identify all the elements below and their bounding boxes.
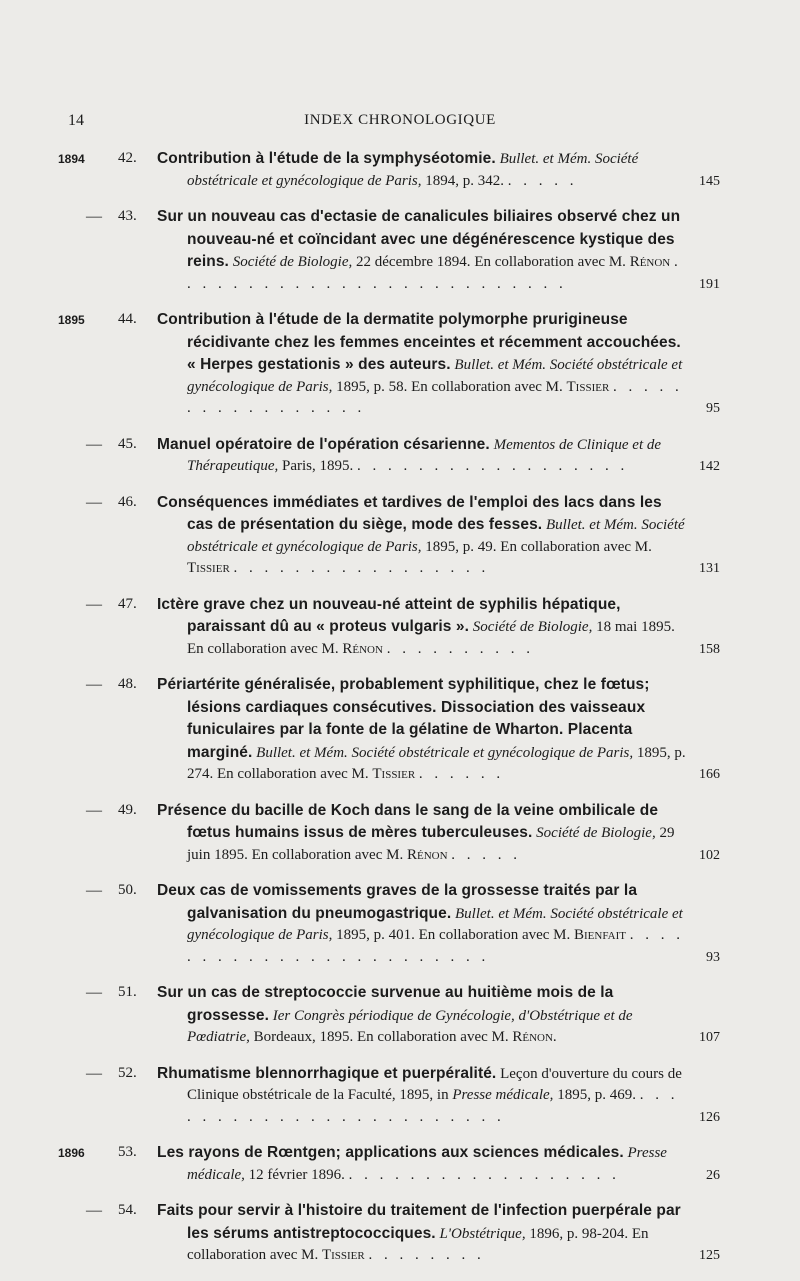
bibliography-entry [70,880,720,968]
dot-leader: . . . . . . . . . . . . . . . . . . . . . . . . . . [187,254,682,292]
entry-details-secondary: 1895, p. 469. [557,1087,636,1103]
entry-title: Périartérite généralisée, probablement syphilitique, chez le fœtus; lésions cardiaques consécutives. Dissociation des vaisseaux funiculaires par la fonte de la gélatine de Wharton. Placenta marginé. [157,676,650,761]
entry-source: L'Obstétrique, [439,1225,526,1242]
dot-leader: . . . . . . . . . . . . . . . . . . [357,458,629,474]
entry-page-ref: 191 [699,276,720,292]
entry-body [157,880,692,968]
entry-source: Société de Biologie, [536,825,656,841]
entry-source: Ier Congrès périodique de Gynécologie, d'Obstétrique et de Pœdiatrie, [187,1007,633,1045]
entry-number: 51. [118,984,137,1000]
entry-details: 1896, p. 98-204. [529,1225,629,1242]
bibliography-entry [70,594,720,661]
page-number: 14 [68,112,84,129]
entry-dash: — [86,208,102,225]
entry-collaboration: En collaboration avec M. [418,927,571,943]
entry-page-ref: 142 [699,459,720,474]
entry-year: 1894 [58,152,85,166]
entry-details: 12 février 1896. [248,1166,345,1183]
entry-collaborator: Tissier [566,378,610,395]
entry-number: 54. [118,1202,137,1218]
entry-title: Présence du bacille de Koch dans le sang de la veine ombilicale de fœtus humains issus de mères tuberculeuses. [157,801,659,841]
entry-title: Sur un nouveau cas d'ectasie de canalicules biliaires observé chez un nouveau-né et coïncidant avec une dégénérescence kystique des reins. [157,208,681,270]
entry-details: 22 décembre 1894. [356,254,471,270]
entry-body [157,1063,692,1129]
dot-leader: . . . . . . . . . . . . . . . . . . . . . . . . [187,1087,679,1125]
entry-body [157,674,692,786]
running-title: INDEX CHRONOLOGIQUE [304,112,496,128]
entry-body [157,800,692,867]
bibliography-entry [70,800,720,867]
entry-title: Contribution à l'étude de la dermatite polymorphe prurigineuse récidivante chez les femmes enceintes et récemment accouchées. « Herpes gestationis » des auteurs. [157,311,681,373]
entry-dash: — [86,984,102,1001]
entry-title: Rhumatisme blennorrhagique et puerpéralité. [157,1064,497,1082]
dot-leader: . . . . . . . . [368,1247,485,1263]
entry-dash: — [86,493,102,511]
entry-title: Faits pour servir à l'histoire du traitement de l'infection puerpérale par les sérums antistreptococciques. [157,1202,681,1242]
entry-number: 52. [118,1064,137,1081]
dot-leader: . . . . . . . . . . . . . . . . . [233,560,490,576]
entry-page-ref: 95 [706,401,720,416]
entry-collaboration: En collaboration avec M. [187,1225,649,1263]
entry-dash: — [86,676,102,693]
entry-page-ref: 93 [706,949,720,965]
entry-collaborator: Rénon [629,254,671,270]
entry-body [157,309,692,420]
entry-body [157,434,692,478]
entry-details: 29 juin 1895. [187,825,675,863]
entry-source: Bullet. et Mém. Société obstétricale et gynécologique de Paris, [187,905,683,943]
entry-source: Presse médicale, [187,1145,667,1183]
entry-body [157,148,692,192]
entry-dash: — [86,882,102,899]
entry-number: 53. [118,1144,137,1160]
entry-year: 1895 [58,313,85,327]
dot-leader: . . . . . . . . . . . . . . . . . . [348,1166,620,1183]
entry-title: Deux cas de vomissements graves de la grossesse traités par la galvanisation du pneumogastrique. [157,882,638,922]
entry-page-ref: 131 [699,561,720,576]
entry-body [157,1142,692,1186]
bibliography-entry [58,1142,720,1186]
entry-body [157,1200,692,1267]
entry-body [157,492,692,580]
entry-dash: — [86,1202,102,1219]
entry-source: Bullet. et Mém. Société obstétricale et gynécologique de Paris, [187,357,683,395]
entry-collaboration: En collaboration avec M. [217,766,369,782]
entry-collaborator: Rénon. [512,1029,557,1045]
entry-title: Sur un cas de streptococcie survenue au huitième mois de la grossesse. [157,984,614,1024]
entry-details: Bordeaux, 1895. [253,1029,354,1045]
entry-collaborator: Tissier [187,560,230,576]
entry-body [157,982,692,1049]
entry-details: Paris, 1895. [282,458,354,474]
entry-details: 1895, p. 274. [187,744,686,782]
entry-page-ref: 102 [699,847,720,863]
entry-number: 43. [118,208,137,224]
entry-number: 42. [118,150,137,166]
bibliography-entry [58,309,720,420]
entry-source: Mementos de Clinique et de Thérapeutique, [187,436,662,474]
entry-page-ref: 158 [699,641,720,657]
entry-number: 48. [118,676,137,692]
entry-number: 49. [118,801,137,818]
entry-title: Manuel opératoire de l'opération césarienne. [157,435,490,453]
dot-leader: . . . . . [507,172,578,189]
entry-page-ref: 26 [706,1167,720,1183]
entry-collaboration: En collaboration avec M. [500,538,652,555]
entry-source: Bullet. et Mém. Société obstétricale et gynécologique de Paris, [256,744,634,761]
entry-collaboration: En collaboration avec M. [411,378,563,395]
bibliography-list [58,148,720,1281]
bibliography-entry [58,148,720,192]
entry-number: 47. [118,595,137,612]
bibliography-entry [70,492,720,580]
dot-leader: . . . . . [451,846,522,863]
entry-page-ref: 145 [699,173,720,189]
dot-leader: . . . . . . [418,766,505,782]
entry-details: 1895, p. 58. [336,378,408,395]
entry-collaboration: En collaboration avec M. [251,846,404,863]
entry-dash: — [86,435,102,453]
bibliography-entry [70,674,720,786]
entry-page-ref: 126 [699,1109,720,1125]
entry-source-secondary: Presse médicale, [452,1087,554,1103]
entry-details: 18 mai 1895. [596,619,675,635]
dot-leader: . . . . . . . . . . . . . . . . . . . . . . . . [187,927,684,965]
entry-collaborator: Rénon [342,640,383,657]
entry-source: Société de Biologie, [232,254,353,270]
entry-title: Les rayons de Rœntgen; applications aux sciences médicales. [157,1144,624,1161]
entry-dash: — [86,595,102,613]
entry-title: Conséquences immédiates et tardives de l'emploi des lacs dans les cas de présentation du siège, mode des fesses. [157,493,662,533]
entry-details: 1894, p. 342. [425,172,505,189]
entry-title: Contribution à l'étude de la symphyséotomie. [157,150,496,167]
entry-dash: — [86,801,102,819]
entry-page-ref: 166 [699,767,720,782]
bibliography-entry [70,434,720,478]
entry-number: 50. [118,882,137,898]
dot-leader: . . . . . . . . . . [386,640,534,657]
bibliography-entry [70,1200,720,1267]
entry-collaboration: En collaboration avec M. [474,254,626,270]
entry-number: 46. [118,493,137,510]
entry-year: 1896 [58,1146,85,1160]
entry-page-ref: 125 [699,1248,720,1263]
entry-details: 1895, p. 401. [336,927,415,943]
entry-collaboration: En collaboration avec M. [357,1029,509,1045]
entry-details: 1895, p. 49. [425,538,497,555]
entry-collaborator: Tissier [321,1247,365,1263]
entry-collaborator: Bienfait [574,927,626,943]
bibliography-entry [70,206,720,295]
entry-number: 44. [118,311,137,327]
entry-body [157,594,692,661]
entry-dash: — [86,1064,102,1082]
entry-collaborator: Rénon [406,846,448,863]
entry-source: Bullet. et Mém. Société obstétricale et gynécologique de Paris, [187,151,639,189]
entry-collaboration: En collaboration avec M. [187,640,339,657]
dot-leader: . . . . . . . . . . . . . . . . . [187,378,683,416]
entry-source: Bullet. et Mém. Société obstétricale et gynécologique de Paris, [187,517,685,555]
bibliography-entry [70,982,720,1049]
entry-details: Leçon d'ouverture du cours de Clinique obstétricale de la Faculté, 1895, in [187,1065,682,1103]
entry-title: Ictère grave chez un nouveau-né atteint de syphilis hépatique, paraissant dû au « proteus vulgaris ». [157,595,621,635]
entry-collaborator: Tissier [372,766,416,782]
bibliography-entry [70,1063,720,1129]
entry-source: Société de Biologie, [472,619,593,635]
entry-body [157,206,692,295]
entry-number: 45. [118,435,137,452]
entry-page-ref: 107 [699,1030,720,1045]
